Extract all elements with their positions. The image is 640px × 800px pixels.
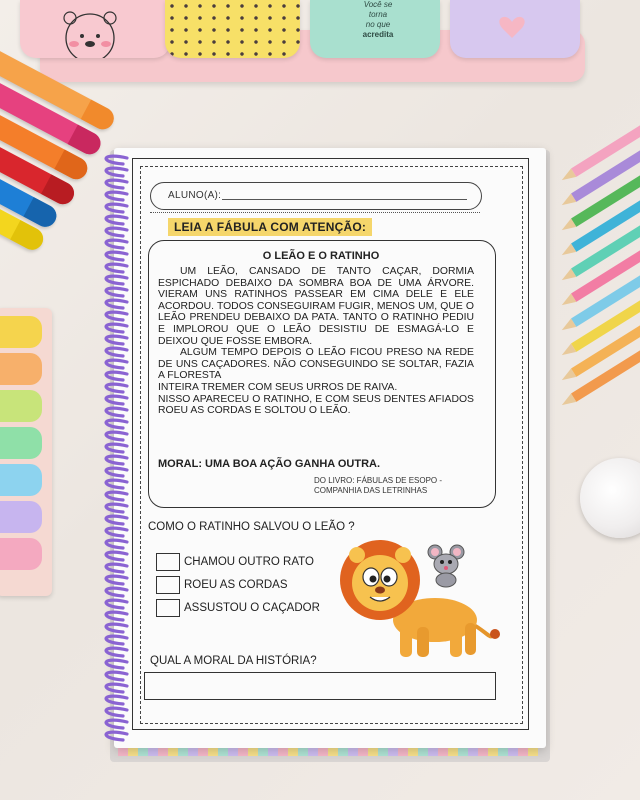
dotted-divider (150, 212, 480, 213)
checkbox[interactable] (156, 553, 180, 571)
round-eraser (580, 458, 640, 538)
pot-quote: Você se torna no que acredita (362, 0, 394, 39)
option-chamou-outro-rato[interactable]: CHAMOU OUTRO RATO (156, 553, 314, 571)
story-source: DO LIVRO: FÁBULAS DE ESOPO - COMPANHIA DAS LETRINHAS (314, 476, 443, 495)
mouse-illustration (425, 544, 471, 588)
story-paragraph: ALGUM TEMPO DEPOIS O LEÃO FICOU PRESO NA REDE DE UNS CAÇADORES. NÃO CONSEGUINDO SE SOLTAR, FAZIA A FLORESTA (158, 347, 474, 382)
student-name-line[interactable] (222, 199, 467, 200)
story-paragraph: NISSO APARECEU O RATINHO, E COM SEUS DENTES AFIADOS ROEU AS CORDAS E SOLTOU O LEÃO. (158, 393, 474, 417)
story-paragraph: INTEIRA TREMER COM SEUS URROS DE RAIVA. (158, 381, 398, 393)
colored-pencils (540, 100, 640, 360)
checkbox[interactable] (156, 576, 180, 594)
story-text (158, 266, 474, 417)
lilac-pot (450, 0, 580, 58)
lion-illustration (335, 535, 505, 665)
student-name-label: ALUNO(A): (168, 190, 222, 201)
yellow-dotted-pot (165, 0, 300, 58)
option-roeu-as-cordas[interactable]: ROEU AS CORDAS (156, 576, 288, 594)
moral-answer-box[interactable] (144, 672, 496, 700)
checkbox[interactable] (156, 599, 180, 617)
instruction-heading: LEIA A FÁBULA COM ATENÇÃO: (168, 218, 372, 236)
question-how-mouse-saved-lion: COMO O RATINHO SALVOU O LEÃO ? (148, 521, 355, 533)
spiral-binding (83, 150, 133, 750)
story-moral: MORAL: UMA BOA AÇÃO GANHA OUTRA. (158, 458, 381, 470)
question-moral: QUAL A MORAL DA HISTÓRIA? (150, 655, 317, 667)
story-title: O LEÃO E O RATINHO (262, 250, 380, 262)
story-paragraph: UM LEÃO, CANSADO DE TANTO CAÇAR, DORMIA ESPICHADO DEBAIXO DA SOMBRA BOA DE UMA ÁRVORE. VIERAM UNS RATINHOS PASSEAR EM CIMA DELE E ELE ACORDOU. TODOS CONSEGUIRAM FUGIR, MENOS UM, QUE O LEÃO PRENDEU DEBAIXO DA PATA. TANTO O RATINHO PEDIU E IMPLOROU QUE O LEÃO DESISTIU DE ESMAGÁ-LO E DEIXOU QUE FOSSE EMBORA. (158, 266, 474, 347)
option-assustou-o-cacador[interactable]: ASSUSTOU O CAÇADOR (156, 599, 320, 617)
highlighters-box (0, 308, 52, 596)
